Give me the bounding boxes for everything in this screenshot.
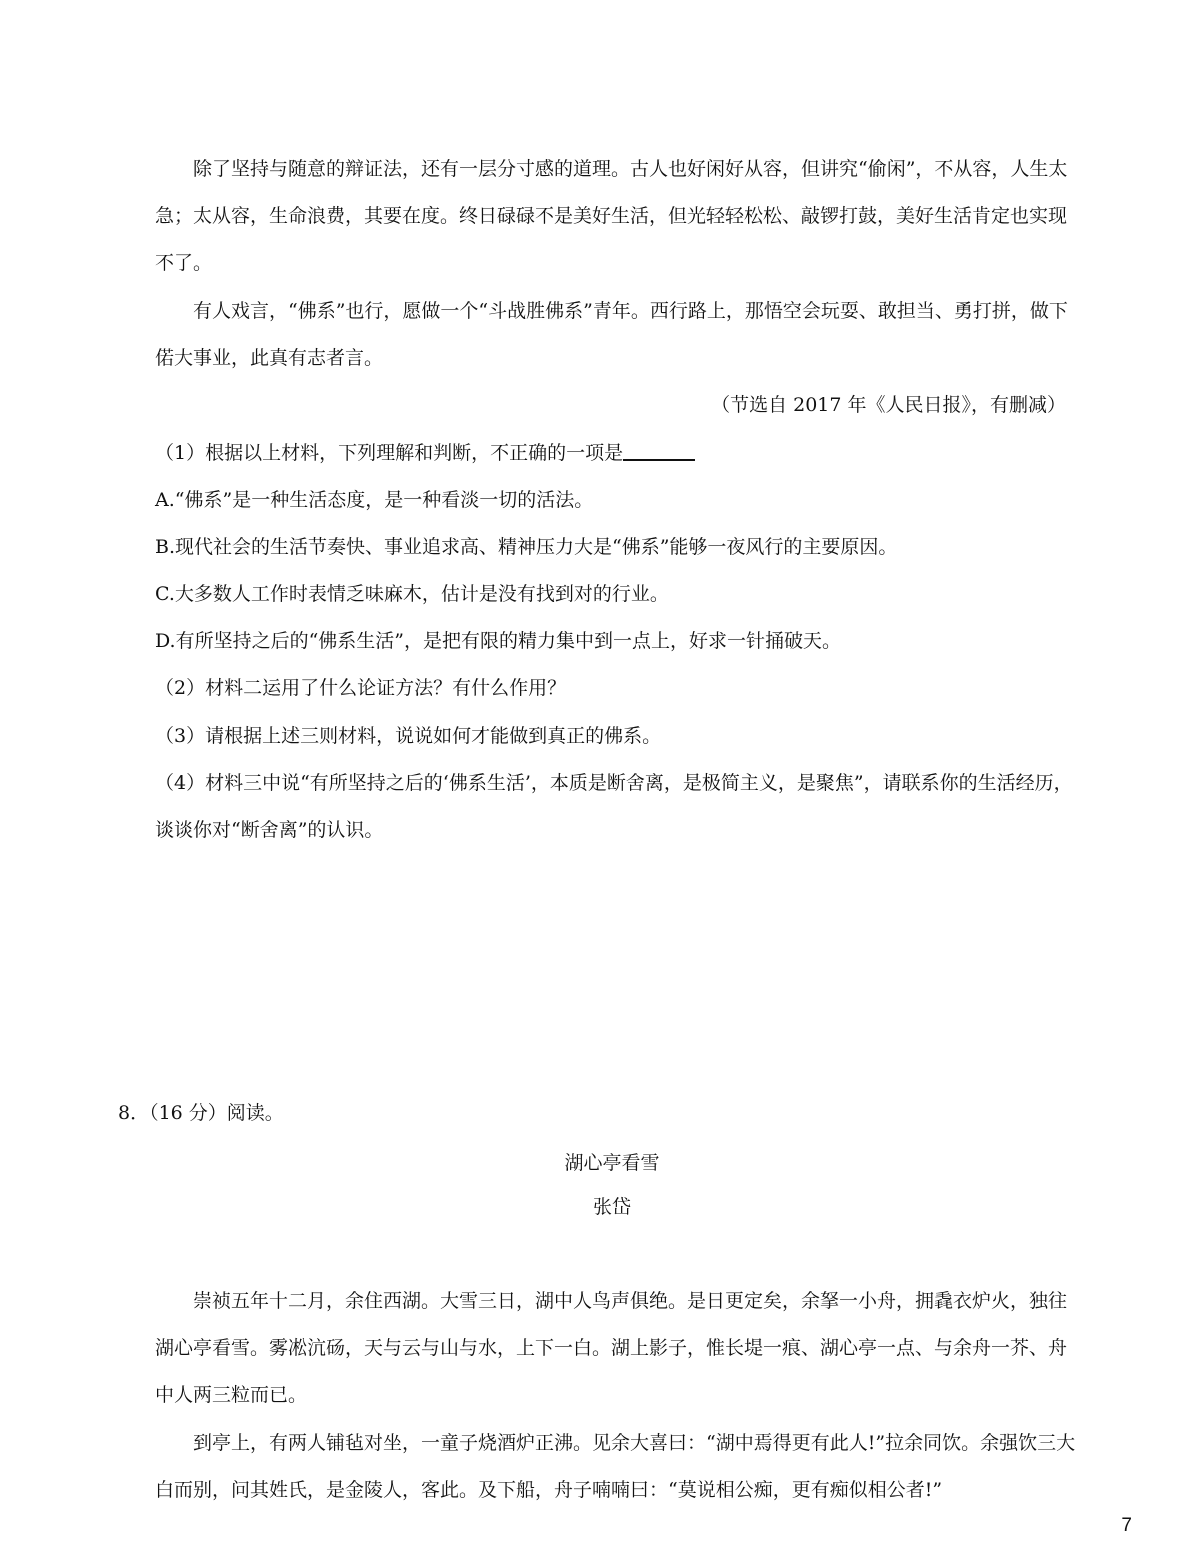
question-1: （1）根据以上材料，下列理解和判断，不正确的一项是 — [155, 430, 1080, 477]
passage-source: （节选自 2017 年《人民日报》，有删减） — [711, 394, 1066, 416]
question-4: （4）材料三中说“有所坚持之后的‘佛系生活’，本质是断舍离，是极简主义，是聚焦”，请联系你的生活经历，谈谈你对“断舍离”的认识。 — [155, 772, 1073, 841]
passage-paragraph-2: 有人戏言，“佛系”也行，愿做一个“斗战胜佛系”青年。西行路上，那悟空会玩耍、敢担当、勇打拼，做下偌大事业，此真有志者言。 — [155, 300, 1068, 369]
classical-text-paragraph-1: 崇祯五年十二月，余住西湖。大雪三日，湖中人鸟声俱绝。是日更定矣，余拏一小舟，拥毳衣炉火，独往湖心亭看雪。雾凇沆砀，天与云与山与水，上下一白。湖上影子，惟长堤一痕、湖心亭一点、与余舟一芥、舟中人两三粒而已。 — [155, 1290, 1068, 1406]
poem-author: 张岱 — [592, 1196, 631, 1218]
classical-text-paragraph-2: 到亭上，有两人铺毡对坐，一童子烧酒炉正沸。见余大喜曰：“湖中焉得更有此人!”拉余同饮。余强饮三大白而别，问其姓氏，是金陵人，客此。及下船，舟子喃喃曰：“莫说相公痴，更有痴似相公者!” — [155, 1432, 1076, 1501]
option-a: A.“佛系”是一种生活态度，是一种看淡一切的活法。 — [155, 489, 594, 511]
option-d: D.有所坚持之后的“佛系生活”，是把有限的精力集中到一点上，好求一针捅破天。 — [155, 630, 842, 652]
answer-blank — [623, 439, 695, 461]
question-3: （3）请根据上述三则材料，说说如何才能做到真正的佛系。 — [155, 725, 662, 747]
option-b: B.现代社会的生活节奏快、事业追求高、精神压力大是“佛系”能够一夜风行的主要原因。 — [155, 536, 898, 558]
passage-paragraph-1: 除了坚持与随意的辩证法，还有一层分寸感的道理。古人也好闲好从容，但讲究“偷闲”，不从容，人生太急；太从容，生命浪费，其要在度。终日碌碌不是美好生活，但光轻轻松松、敲锣打鼓，美好生活肯定也实现不了。 — [155, 158, 1068, 274]
question-2: （2）材料二运用了什么论证方法？有什么作用？ — [155, 677, 567, 699]
section-8-heading: 8．（16 分）阅读。 — [118, 1102, 284, 1124]
option-c: C.大多数人工作时表情乏味麻木，估计是没有找到对的行业。 — [155, 583, 669, 605]
poem-title: 湖心亭看雪 — [564, 1152, 660, 1174]
page-number: 7 — [1121, 1515, 1132, 1536]
